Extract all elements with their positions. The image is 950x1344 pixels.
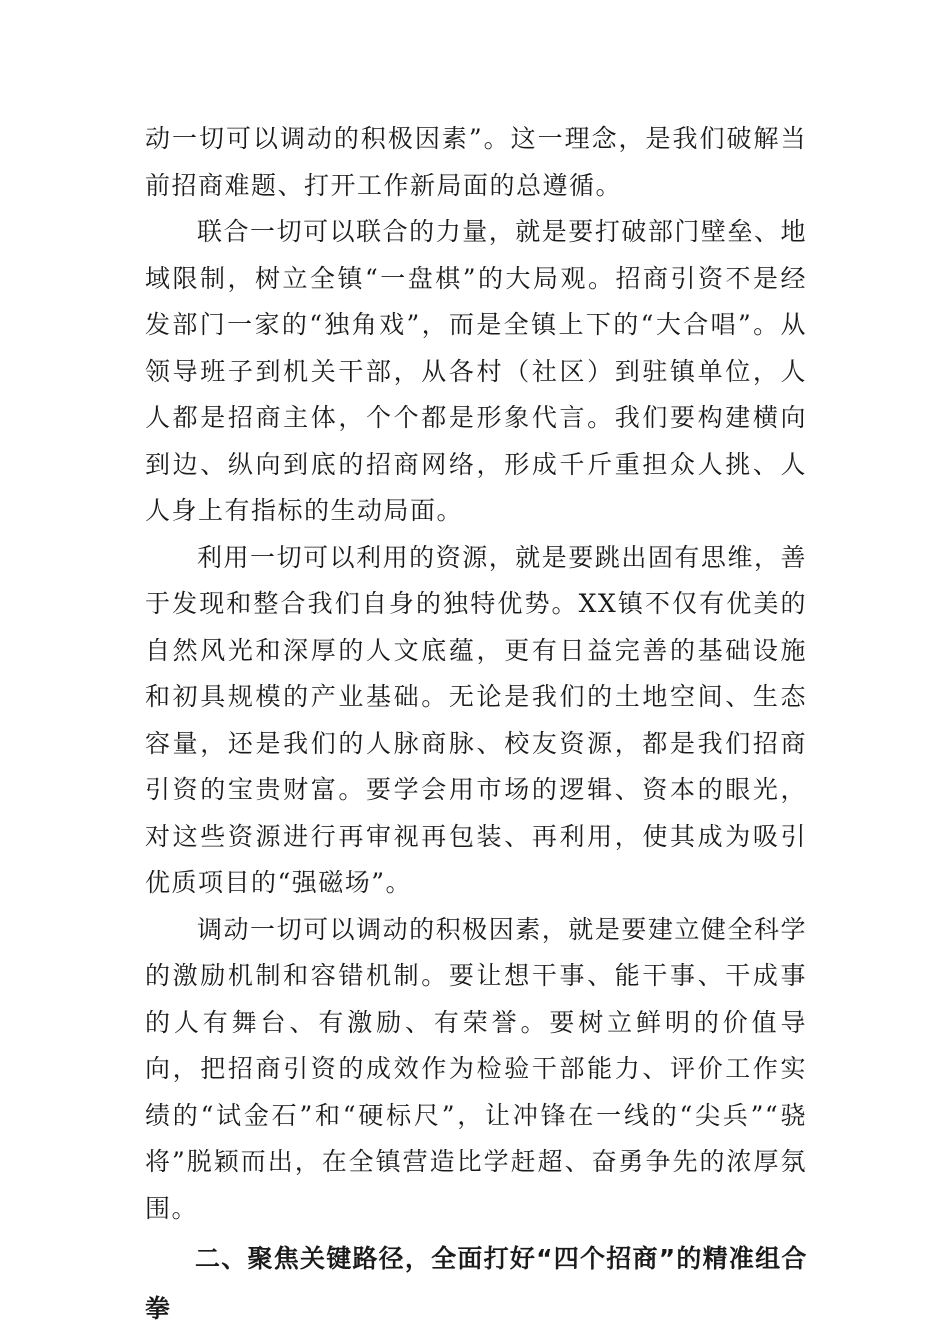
- document-page: [145, 116, 807, 1334]
- paragraph-mobilize-factors: 调动一切可以调动的积极因素，就是要建立健全科学的激励机制和容错机制。要让想干事、能干事、干成事的人有舞台、有激励、有荣誉。要树立鲜明的价值导向，把招商引资的成效作为检验干部能力、评价工作实绩的“试金石”和“硬标尺”，让冲锋在一线的“尖兵”“骁将”脱颖而出，在全镇营造比学赶超、奋勇争先的浓厚氛围。: [145, 914, 807, 1223]
- paragraph-unite-forces: 联合一切可以联合的力量，就是要打破部门壁垒、地域限制，树立全镇“一盘棋”的大局观。招商引资不是经发部门一家的“独角戏”，而是全镇上下的“大合唱”。从领导班子到机关干部，从各村（社区）到驻镇单位，人人都是招商主体，个个都是形象代言。我们要构建横向到边、纵向到底的招商网络，形成千斤重担众人挑、人人身上有指标的生动局面。: [145, 217, 807, 525]
- paragraph-continuation: 动一切可以调动的积极因素”。这一理念，是我们破解当前招商难题、打开工作新局面的总遵循。: [145, 124, 807, 200]
- paragraph-use-resources: 利用一切可以利用的资源，就是要跳出固有思维，善于发现和整合我们自身的独特优势。XX镇不仅有优美的自然风光和深厚的人文底蕴，更有日益完善的基础设施和初具规模的产业基础。无论是我们的土地空间、生态容量，还是我们的人脉商脉、校友资源，都是我们招商引资的宝贵财富。要学会用市场的逻辑、资本的眼光，对这些资源进行再审视再包装、再利用，使其成为吸引优质项目的“强磁场”。: [145, 542, 807, 897]
- section-heading: 二、聚焦关键路径，全面打好“四个招商”的精准组合拳: [145, 1244, 807, 1323]
